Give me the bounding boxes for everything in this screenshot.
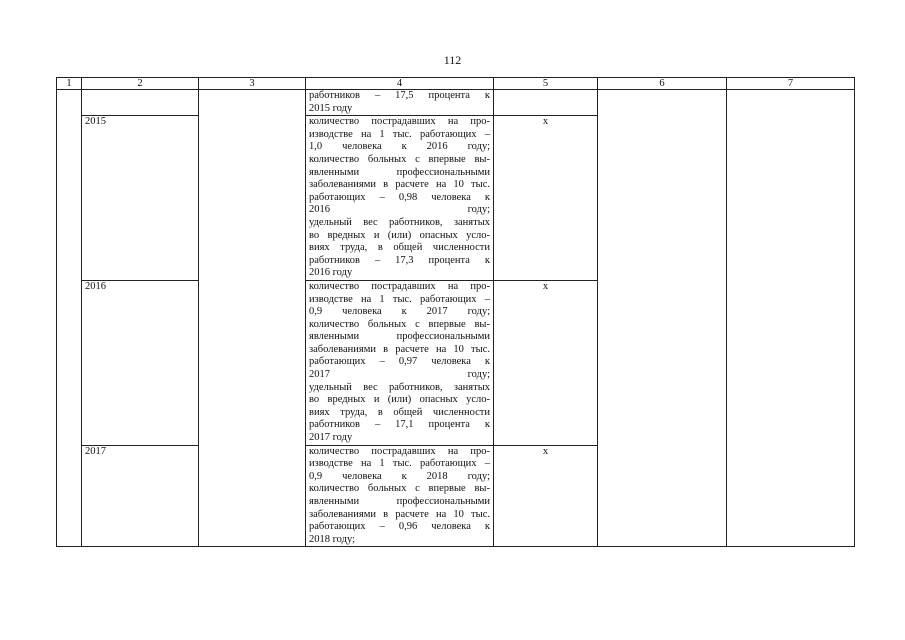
indicator-line: заболеваниями в расчете на 10 тыс. — [309, 508, 490, 520]
column-number: 6 — [598, 78, 727, 90]
indicator-line: изводстве на 1 тыс. работающих – — [309, 458, 490, 470]
cell-mark — [494, 445, 598, 547]
cell-mark — [494, 116, 598, 281]
cell-col1 — [57, 116, 82, 281]
table-row — [57, 280, 855, 445]
indicator-line: 2017 году; — [309, 369, 490, 381]
cell-col6 — [598, 280, 727, 445]
indicator-line: 1,0 человека к 2016 году; — [309, 141, 490, 153]
year-label: 2015 — [85, 116, 106, 128]
mark-value: x — [542, 445, 549, 457]
indicator-line: виях труда, в общей численности — [309, 406, 490, 418]
cell-col1 — [57, 445, 82, 547]
data-table — [56, 77, 855, 547]
indicator-line: изводстве на 1 тыс. работающих – — [309, 128, 490, 140]
cell-col7 — [727, 280, 855, 445]
indicator-line: явленными профессиональными — [309, 331, 490, 343]
column-number: 4 — [306, 78, 494, 90]
cell-col3 — [199, 445, 306, 547]
indicator-line: заболеваниями в расчете на 10 тыс. — [309, 343, 490, 355]
cell-col7 — [727, 116, 855, 281]
indicator-line: количество пострадавших на про- — [309, 445, 490, 457]
indicator-line: количество больных с впервые вы- — [309, 153, 490, 165]
table-body — [57, 90, 855, 547]
indicator-line: 2015 году — [309, 102, 353, 114]
cell-col7 — [727, 90, 855, 116]
indicator-line: 2016 году; — [309, 204, 490, 216]
cell-col1 — [57, 90, 82, 116]
cell-indicators — [306, 90, 494, 116]
mark-value: x — [542, 116, 549, 128]
cell-col6 — [598, 90, 727, 116]
indicator-line: работающих – 0,96 человека к — [309, 521, 490, 533]
indicator-line: 0,9 человека к 2018 году; — [309, 470, 490, 482]
indicator-line: работников – 17,1 процента к — [309, 419, 490, 431]
column-number: 1 — [57, 78, 82, 90]
cell-indicators — [306, 280, 494, 445]
indicator-line: 0,9 человека к 2017 году; — [309, 306, 490, 318]
column-number: 5 — [494, 78, 598, 90]
cell-year — [82, 90, 199, 116]
table-row — [57, 116, 855, 281]
cell-col3 — [199, 116, 306, 281]
indicator-line: работающих – 0,98 человека к — [309, 191, 490, 203]
indicator-line: удельный вес работников, занятых — [309, 381, 490, 393]
cell-col1 — [57, 280, 82, 445]
cell-col3 — [199, 90, 306, 116]
cell-year — [82, 116, 199, 281]
indicator-line: во вредных и (или) опасных усло- — [309, 394, 490, 406]
indicator-line: количество пострадавших на про- — [309, 116, 490, 128]
mark-value: x — [542, 280, 549, 292]
column-number: 2 — [82, 78, 199, 90]
indicator-line: количество больных с впервые вы- — [309, 318, 490, 330]
cell-mark — [494, 280, 598, 445]
indicator-line: явленными профессиональными — [309, 166, 490, 178]
indicator-line: работающих – 0,97 человека к — [309, 356, 490, 368]
indicator-line: заболеваниями в расчете на 10 тыс. — [309, 179, 490, 191]
indicator-line: количество больных с впервые вы- — [309, 483, 490, 495]
column-number: 3 — [199, 78, 306, 90]
cell-year — [82, 280, 199, 445]
year-label: 2017 — [85, 445, 106, 457]
indicator-line: 2016 году — [309, 267, 353, 279]
cell-year — [82, 445, 199, 547]
cell-mark — [494, 90, 598, 116]
column-number: 7 — [727, 78, 855, 90]
indicator-line: количество пострадавших на про- — [309, 280, 490, 292]
indicator-line: изводстве на 1 тыс. работающих – — [309, 293, 490, 305]
cell-col3 — [199, 280, 306, 445]
cell-col7 — [727, 445, 855, 547]
column-number-header — [57, 78, 855, 90]
indicator-line: во вредных и (или) опасных усло- — [309, 229, 490, 241]
cell-indicators — [306, 116, 494, 281]
cell-indicators — [306, 445, 494, 547]
indicator-line: удельный вес работников, занятых — [309, 216, 490, 228]
table-row — [57, 90, 855, 116]
year-label: 2016 — [85, 280, 106, 292]
indicator-line: работников – 17,5 процента к — [309, 90, 490, 101]
indicator-line: 2017 году — [309, 432, 353, 444]
page-number: 112 — [443, 53, 462, 67]
indicator-line: 2018 году; — [309, 533, 355, 545]
indicator-line: явленными профессиональными — [309, 496, 490, 507]
indicator-line: работников – 17,3 процента к — [309, 254, 490, 266]
indicator-line: виях труда, в общей численности — [309, 242, 490, 254]
table-row — [57, 445, 855, 547]
cell-col6 — [598, 116, 727, 281]
cell-col6 — [598, 445, 727, 547]
